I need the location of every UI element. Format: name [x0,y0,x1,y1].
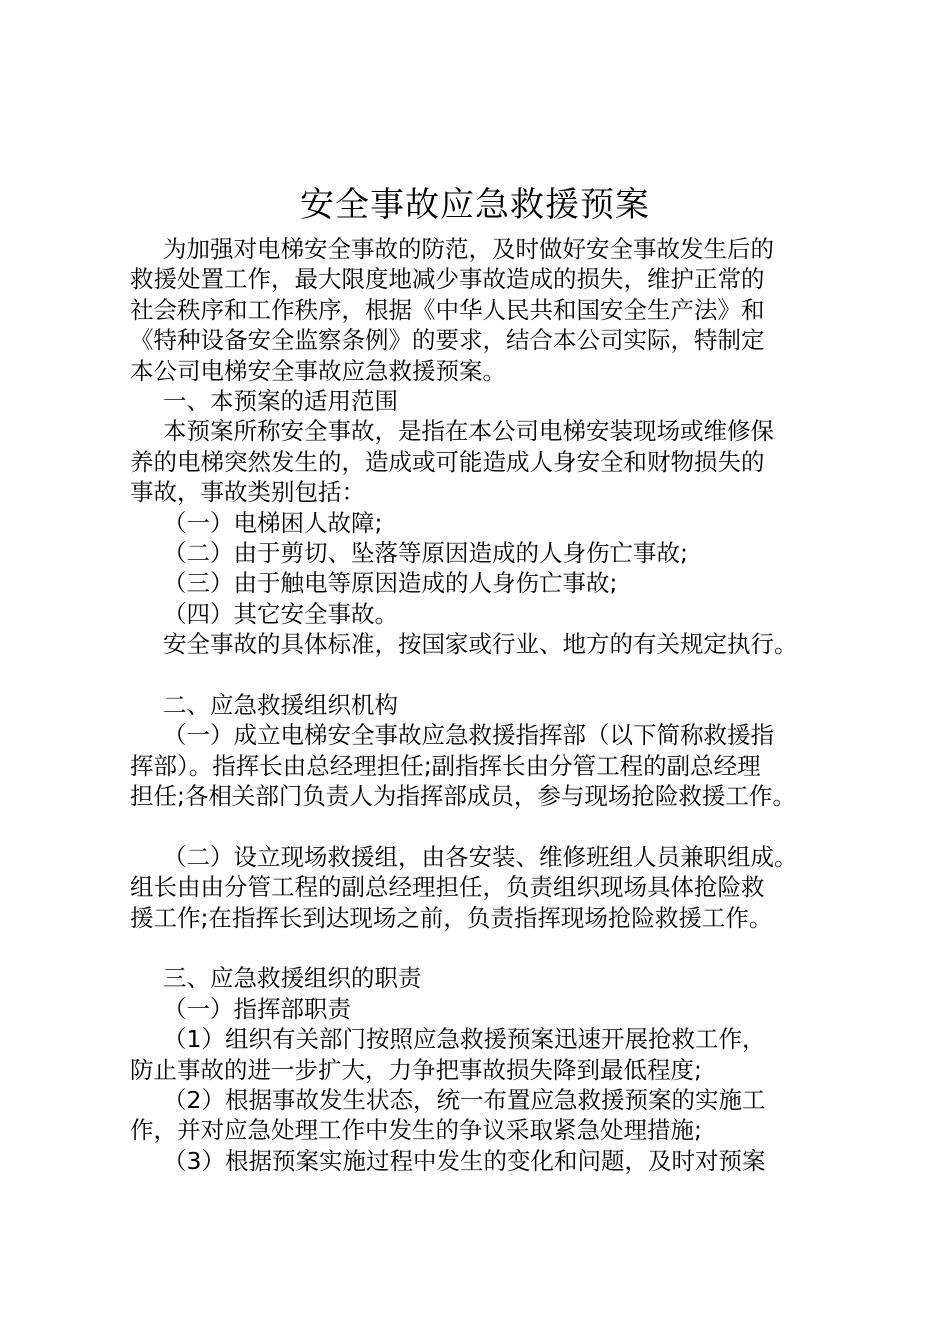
paragraph-line: 援工作;在指挥长到达现场之前，负责指挥现场抢险救援工作。 [130,903,773,932]
paragraph-line: 养的电梯突然发生的，造成或可能造成人身安全和财物损失的 [130,447,765,476]
subsection-heading: （一）指挥部职责 [163,994,351,1023]
section-heading: 三、应急救援组织的职责 [163,964,422,993]
paragraph-line: （二）设立现场救援组，由各安装、维修班组人员兼职组成。 [163,842,798,871]
paragraph-line: 社会秩序和工作秩序，根据《中华人民共和国安全生产法》和 [130,295,765,324]
paragraph-line: （一）成立电梯安全事故应急救援指挥部（以下简称救援指 [163,721,774,750]
list-item: （四）其它安全事故。 [163,599,398,628]
paragraph-line: 本预案所称安全事故，是指在本公司电梯安装现场或维修保 [163,417,774,446]
paragraph-line: 挥部）。指挥长由总经理担任;副指挥长由分管工程的副总经理 [130,751,761,780]
blank-line [130,811,850,841]
paragraph-line: 本公司电梯安全事故应急救援预案。 [130,356,506,385]
paragraph-line: 为加强对电梯安全事故的防范，及时做好安全事故发生后的 [163,235,774,263]
list-item: （3）根据预案实施过程中发生的变化和问题，及时对预案 [163,1146,766,1175]
paragraph-line: 担任;各相关部门负责人为指挥部成员，参与现场抢险救援工作。 [130,782,796,811]
list-item: （三）由于触电等原因造成的人身伤亡事故; [163,569,618,598]
section-heading: 一、本预案的适用范围 [163,386,398,415]
blank-line [130,659,850,689]
list-item: （2）根据事故发生状态，统一布置应急救援预案的实施工 [163,1085,766,1114]
list-item: （1）组织有关部门按照应急救援预案迅速开展抢救工作， [163,1025,766,1054]
paragraph-line: 作，并对应急处理工作中发生的争议采取紧急处理措施; [130,1116,702,1145]
paragraph-line: 防止事故的进一步扩大，力争把事故损失降到最低程度; [130,1055,702,1084]
document-title: 安全事故应急救援预案 [300,185,650,225]
list-item: （一）电梯困人故障; [163,508,383,537]
paragraph-line: 组长由由分管工程的副总经理担任，负责组织现场具体抢险救 [130,873,765,902]
paragraph-line: 事故，事故类别包括： [130,478,365,507]
blank-line [130,933,850,963]
paragraph-line: 《特种设备安全监察条例》的要求，结合本公司实际，特制定 [130,326,765,355]
section-heading: 二、应急救援组织机构 [163,690,398,719]
paragraph-line: 救援处置工作，最大限度地减少事故造成的损失，维护正常的 [130,265,765,294]
paragraph-line: 安全事故的具体标准，按国家或行业、地方的有关规定执行。 [163,630,798,659]
document-body [130,234,850,1176]
list-item: （二）由于剪切、坠落等原因造成的人身伤亡事故; [163,538,688,567]
